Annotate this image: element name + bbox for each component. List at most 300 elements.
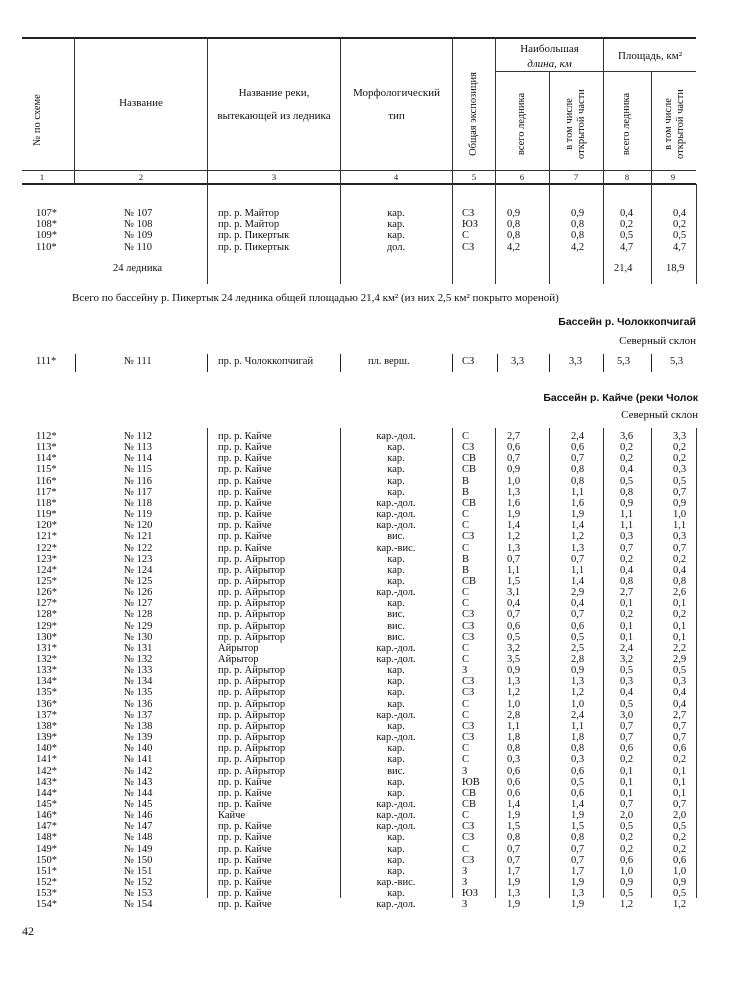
area-total: 1,1 [620,520,634,532]
length-open: 2,8 [571,654,585,665]
area-total: 0,4 [620,687,634,699]
row-number: 116* [36,475,57,487]
slope-label-north-2: Северный склон [621,409,698,421]
length-group-header-line2: длина, км [527,58,572,70]
exposure: СВ [462,453,477,465]
area-open: 3,3 [673,431,687,442]
glacier-name: № 147 [124,821,153,833]
length-total: 0,6 [507,442,521,454]
body-divider [495,428,496,898]
page-number: 42 [22,924,34,938]
river-name: пр. р. Кайче [218,877,272,888]
morph-type: кар.-дол. [376,810,416,822]
row-number: 107* [36,208,57,219]
area-total: 3,2 [620,654,634,665]
row-111-exposure: СЗ [462,356,475,367]
row-number: 134* [36,676,57,688]
area-open: 0,2 [673,843,687,855]
length-total: 0,6 [507,787,521,799]
length-open: 2,9 [571,587,585,599]
glacier-name: № 138 [124,720,153,732]
exposure: С [462,810,470,822]
morph-type: кар. [387,665,405,677]
length-open: 2,4 [571,431,585,442]
length-total: 1,4 [507,798,521,810]
row-number: 143* [36,776,57,788]
morph-type: кар. [387,720,405,732]
morph-type: кар. [387,832,405,844]
row-tick [651,354,652,372]
area-total: 0,4 [620,564,634,576]
row-number: 115* [36,464,57,476]
area-open: 0,9 [673,497,687,509]
glacier-name: № 148 [124,832,153,844]
length-total: 0,7 [507,453,521,465]
exposure: ЮЗ [462,888,479,900]
area-total: 0,9 [620,497,634,509]
length-open: 1,1 [571,564,585,576]
exposure: СЗ [462,442,475,454]
length-total: 0,6 [507,776,521,788]
glacier-name: № 136 [124,698,153,710]
basin-summary: Всего по бассейну р. Пикертык 24 ледника общей площадью 21,4 км² (из них 2,5 км² покрыто мореной) [72,292,559,304]
col-num-6: 6 [519,172,525,182]
row-number: 144* [36,787,57,799]
glacier-name: № 143 [124,776,153,788]
exposure: СЗ [462,609,475,621]
river-name: пр. р. Пикертык [218,241,290,253]
glacier-name: № 109 [124,230,153,242]
length-total: 1,9 [507,877,521,888]
length-total: 2,7 [507,431,521,442]
body-divider [696,428,697,898]
row-number: 131* [36,642,57,654]
glacier-name: № 124 [124,564,153,576]
morph-type: вис. [387,631,405,643]
row-number: 112* [36,431,57,442]
glacier-name: № 128 [124,609,153,621]
morph-type: кар.-дол. [376,798,416,810]
exposure: З [462,765,468,777]
col-type-header-line1: Морфологический [352,87,441,99]
area-open: 2,2 [673,642,687,654]
morph-type: кар.-дол. [376,732,416,744]
row-number: 130* [36,631,57,643]
length-group-header-line1: Наибольшая [520,43,579,55]
length-total: 2,8 [507,709,521,721]
exposure: СЗ [462,676,475,688]
morph-type: кар. [387,230,405,242]
glacier-name: № 107 [124,208,153,219]
length-total: 1,3 [507,888,521,900]
length-open: 1,3 [571,542,585,554]
area-total: 0,5 [620,888,634,900]
body-divider [340,428,341,898]
row-number: 114* [36,453,57,465]
row-number: 147* [36,821,57,833]
length-open: 2,4 [571,709,585,721]
exposure: СВ [462,798,477,810]
length-open: 0,8 [571,464,585,476]
morph-type: кар.-дол. [376,431,416,442]
area-open: 0,1 [673,765,687,777]
glacier-name: № 121 [124,531,153,543]
exposure: СЗ [462,631,475,643]
exposure: С [462,509,470,521]
river-name: пр. р. Пикертык [218,230,290,242]
glacier-name: № 118 [124,497,153,509]
morph-type: кар. [387,754,405,766]
glacier-name: № 154 [124,899,153,911]
morph-type: кар.-дол. [376,821,416,833]
area-total: 0,1 [620,776,634,788]
river-name: пр. р. Айрытор [218,698,286,710]
length-open: 1,7 [571,865,585,877]
row-number: 122* [36,542,57,554]
area-open: 0,1 [673,598,687,610]
length-total: 1,8 [507,732,521,744]
col-num-9: 9 [670,172,676,182]
row-number: 133* [36,665,57,677]
area-open: 1,2 [673,899,687,911]
morph-type: кар.-дол. [376,520,416,532]
river-name: пр. р. Айрытор [218,598,286,610]
area-open: 0,4 [673,208,687,219]
morph-type: кар. [387,888,405,900]
row-number: 142* [36,765,57,777]
length-open: 1,3 [571,676,585,688]
col-num-8: 8 [624,172,630,182]
area-total: 2,0 [620,810,634,822]
length-total: 1,5 [507,575,521,587]
morph-type: кар. [387,698,405,710]
row-number: 123* [36,553,57,565]
body-divider [603,184,604,284]
col-length-open-header-line1: в том числе [564,98,575,150]
row-tick [549,354,550,372]
area-total: 0,5 [620,698,634,710]
row-111-type: пл. верш. [368,356,410,367]
table-top-rule [22,37,696,39]
area-open: 2,0 [673,810,687,822]
river-name: пр. р. Кайче [218,843,272,855]
morph-type: вис. [387,765,405,777]
row-tick [603,354,604,372]
row-number: 146* [36,810,57,822]
row-number: 148* [36,832,57,844]
area-total: 0,2 [620,453,634,465]
col-area-open-header-line2: открытой части [675,89,686,159]
length-total: 0,7 [507,609,521,621]
col-river-header-line2: вытекающей из ледника [217,110,331,122]
col-type-header [341,86,452,124]
glacier-name: № 133 [124,665,153,677]
glacier-name: № 117 [124,486,153,498]
col-area-open-header-line1: в том числе [663,98,674,150]
glacier-name: № 115 [124,464,153,476]
length-open: 4,2 [571,241,585,253]
body-divider [549,428,550,898]
exposure: С [462,709,470,721]
col-type-header-line2: тип [388,110,405,122]
exposure: С [462,587,470,599]
exposure: З [462,865,468,877]
exposure: ЮВ [462,776,480,788]
exposure: СЗ [462,531,475,543]
exposure: С [462,642,470,654]
length-total: 1,0 [507,698,521,710]
length-total: 0,5 [507,631,521,643]
row-number: 129* [36,620,57,632]
area-total: 4,7 [620,241,634,253]
morph-type: кар. [387,208,405,219]
morph-type: кар. [387,776,405,788]
row-111-area-open: 5,3 [670,356,684,367]
header-divider [549,72,550,183]
river-name: Кайче [218,810,246,822]
length-total: 1,9 [507,509,521,521]
row-111-area: 5,3 [617,356,631,367]
area-total: 1,0 [620,865,634,877]
exposure: С [462,598,470,610]
area-open: 0,7 [673,542,687,554]
length-open: 0,8 [571,743,585,755]
morph-type: кар. [387,553,405,565]
river-name: пр. р. Кайче [218,798,272,810]
area-total: 3,0 [620,709,634,721]
area-open: 0,4 [673,698,687,710]
length-open: 1,3 [571,888,585,900]
river-name: пр. р. Кайче [218,431,272,442]
area-open: 0,5 [673,665,687,677]
body-divider [603,428,604,898]
river-name: пр. р. Айрытор [218,620,286,632]
morph-type: кар. [387,219,405,231]
river-name: пр. р. Кайче [218,442,272,454]
glacier-name: № 120 [124,520,153,532]
exposure: СВ [462,575,477,587]
length-total: 1,4 [507,520,521,532]
exposure: СЗ [462,208,475,219]
area-total: 0,3 [620,676,634,688]
area-total: 0,1 [620,631,634,643]
row-number: 120* [36,520,57,532]
river-name: пр. р. Айрытор [218,575,286,587]
area-total: 0,8 [620,575,634,587]
length-total: 1,5 [507,821,521,833]
area-open: 0,6 [673,854,687,866]
length-open: 0,8 [571,230,585,242]
morph-type: дол. [386,241,406,253]
row-number: 125* [36,575,57,587]
area-open: 0,4 [673,564,687,576]
glacier-name: № 113 [124,442,153,454]
exposure: СЗ [462,821,475,833]
body-divider [452,428,453,898]
morph-type: кар.-дол. [376,497,416,509]
area-total: 0,4 [620,208,634,219]
length-total: 0,7 [507,553,521,565]
row-number: 138* [36,720,57,732]
glacier-name: № 130 [124,631,153,643]
river-name: пр. р. Кайче [218,787,272,799]
morph-type: кар.-вис. [376,542,416,554]
glacier-name: № 132 [124,654,153,665]
morph-type: кар.-дол. [376,709,416,721]
area-group-header: Площадь, км² [617,50,682,62]
morph-type: кар. [387,865,405,877]
area-open: 0,3 [673,464,687,476]
row-111-name: № 111 [124,356,152,367]
morph-type: кар. [387,464,405,476]
row-number: 153* [36,888,57,900]
glacier-name: № 139 [124,732,153,744]
row-number: 136* [36,698,57,710]
area-open: 0,8 [673,575,687,587]
area-open: 0,4 [673,687,687,699]
morph-type: вис. [387,531,405,543]
river-name: пр. р. Майтор [218,219,280,231]
area-total: 0,4 [620,464,634,476]
length-open: 0,9 [571,208,585,219]
morph-type: кар. [387,843,405,855]
area-total: 0,9 [620,877,634,888]
area-open: 0,2 [673,442,687,454]
row-tick [75,354,76,372]
river-name: пр. р. Айрытор [218,720,286,732]
area-open: 4,7 [673,241,687,253]
exposure: С [462,654,470,665]
area-total: 0,7 [620,732,634,744]
row-number: 154* [36,899,57,911]
row-number: 149* [36,843,57,855]
exposure: С [462,743,470,755]
area-total: 0,5 [620,230,634,242]
area-open: 2,7 [673,709,687,721]
body-divider [340,184,341,284]
row-number: 145* [36,798,57,810]
length-total: 1,6 [507,497,521,509]
area-open: 1,0 [673,509,687,521]
river-name: пр. р. Айрытор [218,587,286,599]
body-divider [452,184,453,284]
area-open: 0,1 [673,776,687,788]
area-total: 0,2 [620,609,634,621]
row-number: 113* [36,442,57,454]
glacier-name: № 116 [124,475,153,487]
col-length-total-header: всего ледника [516,92,527,156]
glacier-name: № 135 [124,687,153,699]
river-name: пр. р. Кайче [218,497,272,509]
length-total: 0,7 [507,843,521,855]
area-open: 1,0 [673,865,687,877]
length-open: 1,9 [571,877,585,888]
length-open: 0,5 [571,631,585,643]
row-number: 150* [36,854,57,866]
row-number: 126* [36,587,57,599]
length-open: 1,9 [571,899,585,911]
glacier-name: № 110 [124,241,153,253]
length-total: 0,3 [507,754,521,766]
glacier-name: № 142 [124,765,153,777]
exposure: СЗ [462,832,475,844]
row-tick [207,354,208,372]
river-name: пр. р. Кайче [218,821,272,833]
area-open: 0,5 [673,888,687,900]
length-total: 0,8 [507,230,521,242]
morph-type: кар. [387,676,405,688]
length-group-header [496,42,603,72]
exposure: В [462,486,470,498]
morph-type: кар. [387,475,405,487]
length-open: 0,4 [571,598,585,610]
morph-type: кар. [387,854,405,866]
exposure: СЗ [462,687,475,699]
length-total: 3,1 [507,587,521,599]
exposure: СЗ [462,720,475,732]
block1-total-area: 21,4 [614,263,633,274]
area-total: 1,1 [620,509,634,521]
length-open: 0,7 [571,854,585,866]
glacier-name: № 114 [124,453,153,465]
length-open: 1,1 [571,486,585,498]
length-total: 1,2 [507,531,521,543]
area-total: 0,5 [620,821,634,833]
col-num-1: 1 [39,172,45,182]
river-name: пр. р. Кайче [218,854,272,866]
col-num-7: 7 [573,172,579,182]
glacier-name: № 127 [124,598,153,610]
morph-type: вис. [387,620,405,632]
body-divider [549,184,550,284]
exposure: СВ [462,787,477,799]
area-open: 0,1 [673,787,687,799]
length-open: 0,7 [571,609,585,621]
exposure: СЗ [462,241,475,253]
length-total: 0,9 [507,208,521,219]
length-total: 1,2 [507,687,521,699]
length-open: 1,2 [571,531,585,543]
length-open: 1,4 [571,798,585,810]
row-111-number: 111* [36,356,57,367]
col-num-3: 3 [271,172,277,182]
morph-type: кар. [387,787,405,799]
row-number: 152* [36,877,57,888]
river-name: Айрытор [218,642,259,654]
length-open: 0,7 [571,453,585,465]
length-open: 0,6 [571,442,585,454]
river-name: пр. р. Кайче [218,899,272,911]
row-tick [452,354,453,372]
length-open: 1,9 [571,509,585,521]
morph-type: кар. [387,575,405,587]
area-total: 0,6 [620,854,634,866]
row-number: 132* [36,654,57,665]
area-total: 3,6 [620,431,634,442]
col-num-4: 4 [393,172,399,182]
exposure: С [462,698,470,710]
river-name: пр. р. Айрытор [218,553,286,565]
length-total: 0,6 [507,620,521,632]
area-total: 0,2 [620,219,634,231]
river-name: пр. р. Айрытор [218,765,286,777]
morph-type: кар. [387,687,405,699]
col-river-header-line1: Название реки, [238,87,310,99]
glacier-name: № 153 [124,888,153,900]
glacier-name: № 150 [124,854,153,866]
area-open: 0,3 [673,531,687,543]
length-total: 1,3 [507,486,521,498]
